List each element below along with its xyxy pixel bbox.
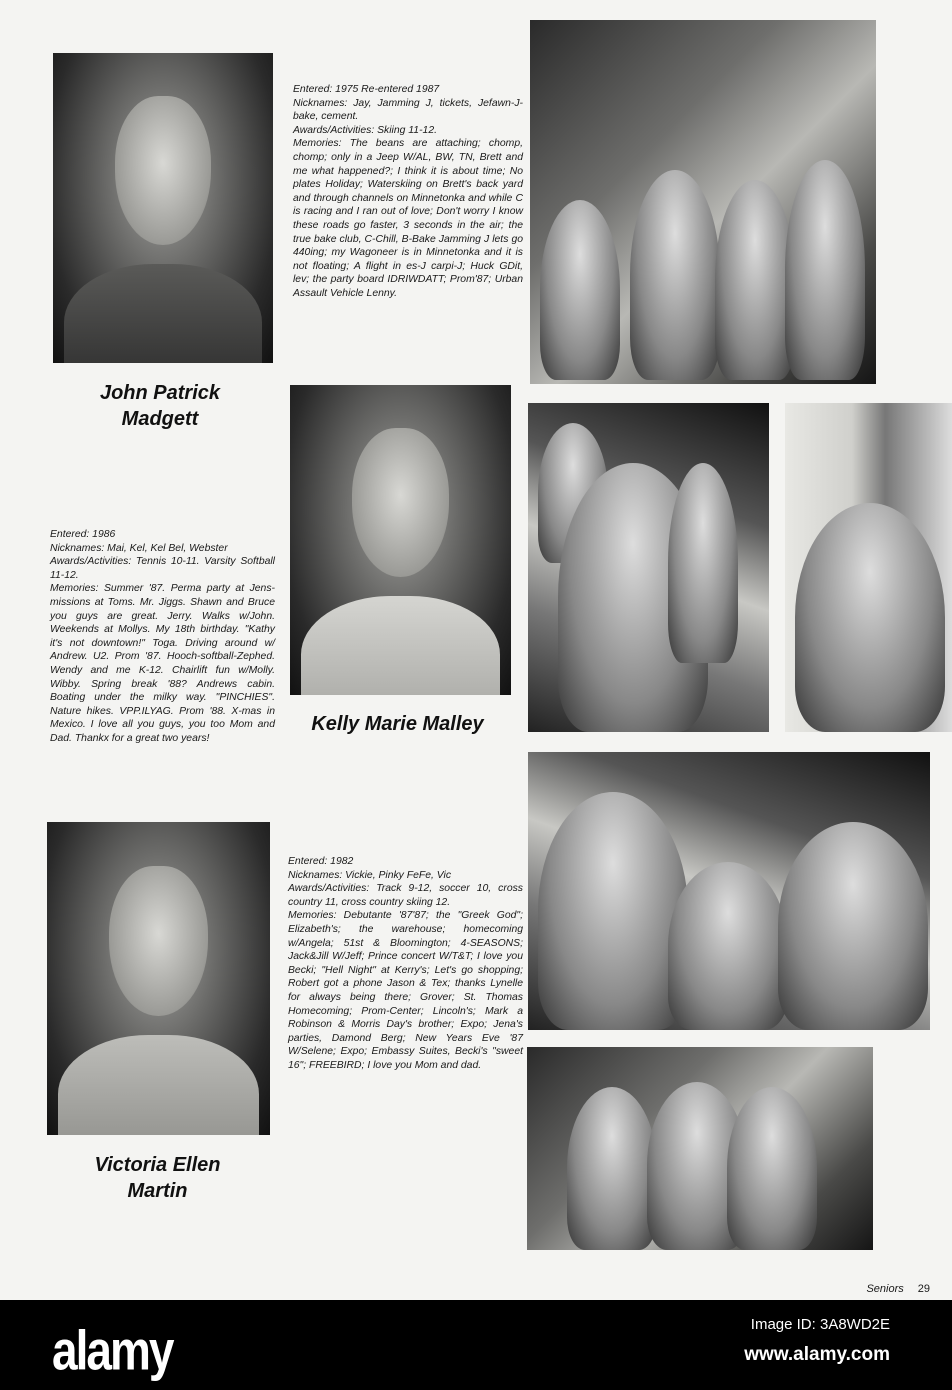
name-line-1: Kelly Marie Malley: [311, 713, 484, 735]
candid-photo-group-girls: [530, 20, 876, 384]
name-kelly-malley: [280, 711, 515, 737]
name-victoria-martin: [40, 1152, 275, 1204]
watermark-url: www.alamy.com: [744, 1344, 890, 1365]
section-label: Seniors: [866, 1283, 904, 1295]
body: [301, 596, 500, 695]
nicknames: Nicknames: Vickie, Pinky FeFe, Vic: [288, 869, 452, 881]
bio-kelly-malley: [50, 528, 275, 746]
watermark-bar: [0, 1300, 952, 1390]
entered: Entered: 1982: [288, 856, 354, 867]
portrait-john-madgett: [53, 53, 273, 363]
nicknames: Nicknames: Jay, Jamming J, tickets, Jefawn-J-bake, cement.: [293, 97, 523, 123]
bio-victoria-martin: [288, 855, 523, 1073]
nicknames: Nicknames: Mai, Kel, Kel Bel, Webster: [50, 542, 228, 554]
awards: Awards/Activities: Skiing 11-12.: [293, 124, 437, 136]
name-line-1: John Patrick: [99, 382, 221, 404]
memories: Memories: Summer '87. Perma party at Jens-missions at Toms. Mr. Jiggs. Shawn and Bruce you guys are great. Jerry. Walks w/John. Weekends at Mollys. My 18th birthday. "Kathy it's not downtown!" Toga. Driving around w/ Andrew. U2. Prom '87. Hooch-softball-Zephed. Wendy and me K-12. Chairlift fun w/Molly. Wibby. Spring break '88? Andrews cabin. Boating under the milky way. "PINCHIES". Nature hikes. VPP.ILYAG. Prom '88. X-mas in Mexico. I love all you guys, you too Mom and Dad. Thankx for a great two years!: [50, 583, 275, 744]
candid-photo-hallway: [528, 403, 769, 732]
portrait-kelly-malley: [290, 385, 511, 695]
name-line-2: Madgett: [121, 408, 199, 430]
body: [64, 264, 262, 363]
candid-photo-hats: [527, 1047, 873, 1250]
alamy-logo: alamy: [52, 1319, 173, 1382]
candid-photo-three-friends: [528, 752, 930, 1030]
page-number: 29: [917, 1283, 930, 1295]
awards: Awards/Activities: Track 9-12, soccer 10, cross country 11, cross country skiing 12.: [288, 883, 523, 908]
body: [58, 1035, 259, 1135]
page-footer: [866, 1283, 930, 1295]
candid-photo-boy-desk: [785, 403, 952, 732]
portrait-victoria-martin: [47, 822, 270, 1135]
name-line-1: Victoria Ellen: [94, 1154, 221, 1176]
entered: Entered: 1975 Re-entered 1987: [293, 84, 440, 95]
name-line-2: Martin: [127, 1180, 188, 1202]
face: [115, 96, 212, 245]
image-id: Image ID: 3A8WD2E: [750, 1316, 890, 1333]
entered: Entered: 1986: [50, 529, 116, 540]
name-john-madgett: [45, 380, 275, 432]
memories: Memories: Debutante '87'87; the "Greek God"; Elizabeth's; the warehouse; homecoming w/Angela; 51st & Bloomington; 4-SEASONS; Jack&Jill W/Jeff; Prince concert W/T&T; I love you Becki; "Hell Night" at Kerry's; Let's go shopping; Robert got a phone Jason & Tex; thanks Lynelle for always being there; Grover; St. Thomas Homecoming; Prom-Center; Lincoln's; Mark a Robinson & Morris Day's brother; Expo; Jena's parties, Damond Berg; New Years Eve '87 W/Selene; Expo; Embassy Suites, Becki's "sweet 16"; FREEBIRD; I love you Mom and dad.: [288, 910, 523, 1071]
memories: Memories: The beans are attaching; chomp, chomp; only in a Jeep W/AL, BW, TN, Brett and me what happened?; I think it is about time; No plates Holiday; Waterskiing on Brett's back yard and through channels on Minnetonka and while C is racing and I ran out of love; Don't worry I know these roads go faster, 3 seconds in the air; the true bake club, C-Chill, B-Bake Jamming J lets go 440ing; my Wagoneer is in Minnetonka and it is not floating; A flight in es-J carpi-J; Huck GDit, lev; the party board IDRIWDATT; Prom'87; Urban Assault Vehicle Lenny.: [293, 138, 523, 299]
awards: Awards/Activities: Tennis 10-11. Varsity Softball 11-12.: [50, 556, 275, 581]
bio-john-madgett: [293, 83, 523, 301]
face: [109, 866, 207, 1016]
face: [352, 428, 449, 577]
